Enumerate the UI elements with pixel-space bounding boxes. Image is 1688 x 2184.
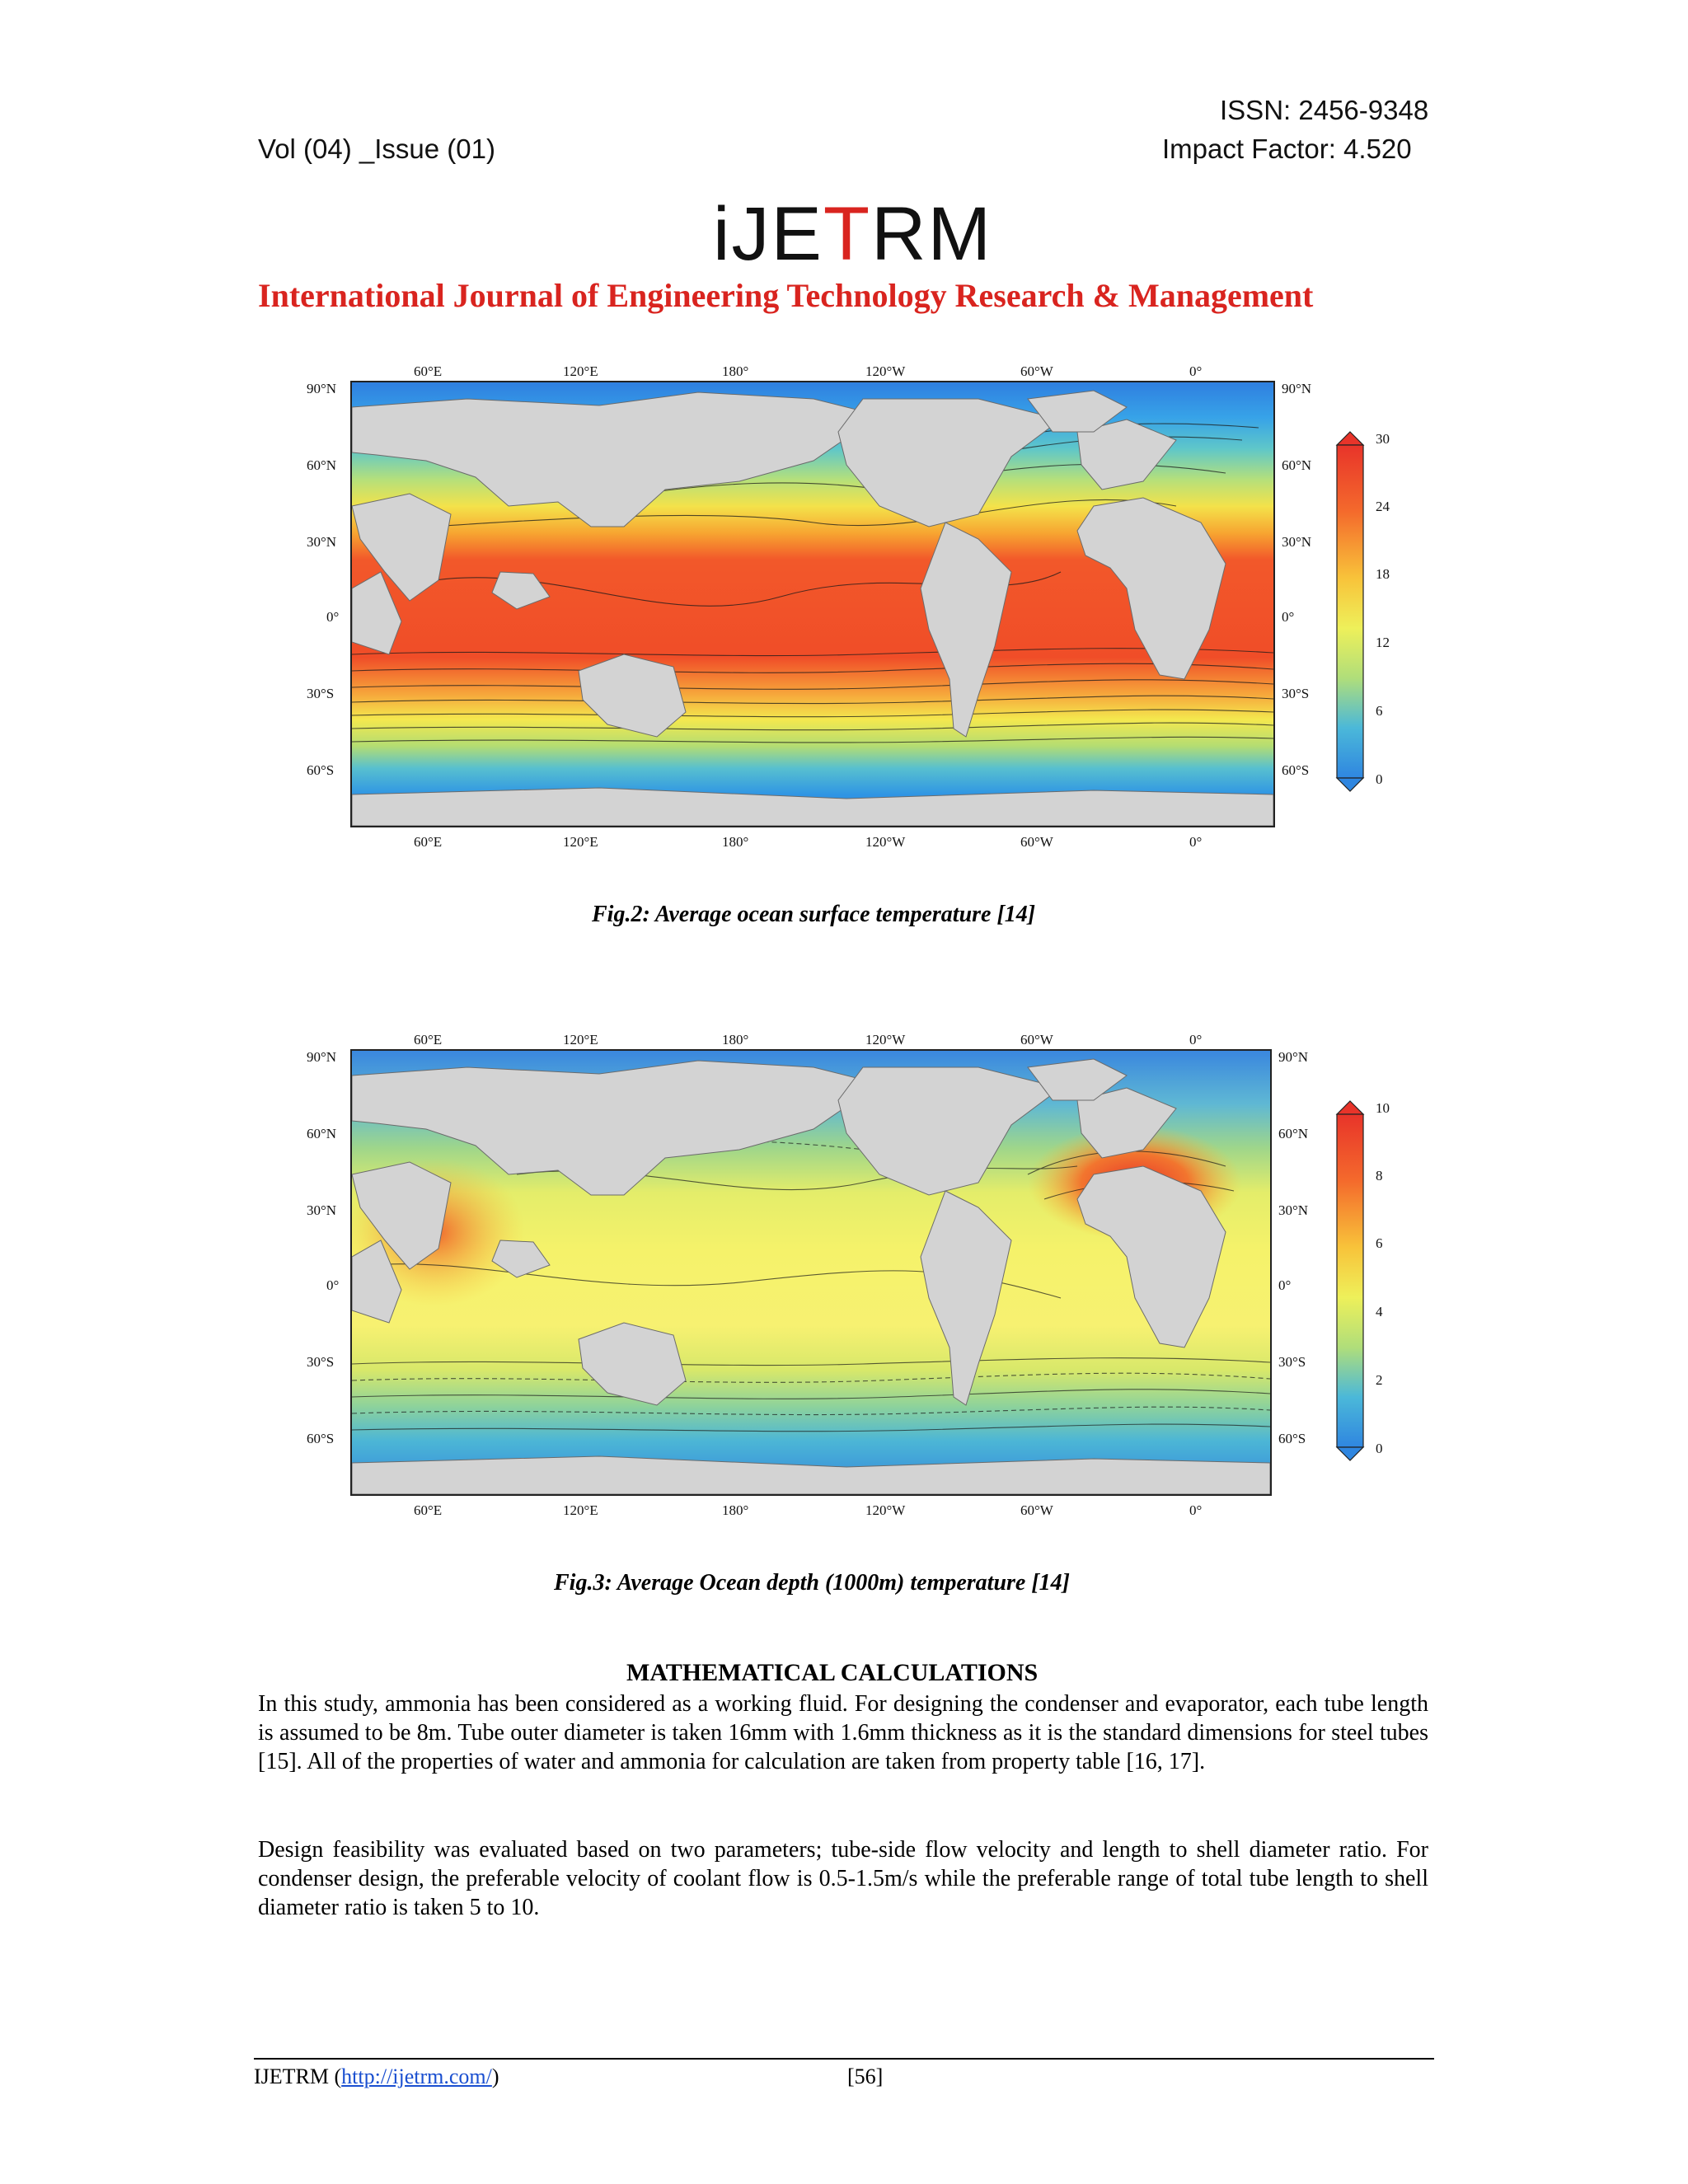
volume-issue: Vol (04) _Issue (01)	[258, 134, 495, 164]
fig3-lat-left-4: 30°S	[307, 1354, 335, 1370]
journal-title: International Journal of Engineering Technology Research & Management	[258, 277, 1314, 314]
fig2-lat-right-0: 90°N	[1282, 381, 1312, 396]
fig2-cbar-label-5: 0	[1376, 771, 1383, 787]
fig2-lon-top-0: 60°E	[414, 363, 443, 379]
paragraph-2: Design feasibility was evaluated based on two parameters; tube-side flow velocity and length to shell diameter ratio. For condenser design, the preferable velocity of coolant flow is 0.5-1.5m/s while the preferable range of total tube length to shell diameter ratio is taken 5 to 10.	[258, 1837, 1428, 1920]
fig3-cbar-label-2: 6	[1376, 1235, 1383, 1251]
fig3-cbar-label-3: 4	[1376, 1304, 1383, 1319]
fig3-lon-top-2: 180°	[722, 1032, 749, 1047]
fig2-lat-right-3: 0°	[1282, 609, 1295, 625]
fig3-lat-left-0: 90°N	[307, 1049, 337, 1065]
footer-link[interactable]: http://ijetrm.com/	[341, 2064, 492, 2088]
fig3-lat-left-5: 60°S	[307, 1431, 335, 1446]
fig2-cbar-label-3: 12	[1376, 635, 1390, 650]
fig3-lat-left-3: 0°	[326, 1277, 340, 1293]
fig3-lat-right-3: 0°	[1278, 1277, 1292, 1293]
fig2-lon-top-1: 120°E	[563, 363, 598, 379]
fig3-colorbar	[1334, 1099, 1367, 1462]
fig3-lat-left-2: 30°N	[307, 1202, 337, 1218]
fig2-lon-bottom-5: 0°	[1189, 834, 1203, 850]
fig3-lat-right-5: 60°S	[1278, 1431, 1306, 1446]
section-title: MATHEMATICAL CALCULATIONS	[626, 1659, 1039, 1686]
fig3-lon-top-4: 60°W	[1020, 1032, 1053, 1047]
fig2-cbar-label-0: 30	[1376, 431, 1390, 447]
fig3-lat-right-1: 60°N	[1278, 1126, 1309, 1141]
fig3-lon-top-1: 120°E	[563, 1032, 598, 1047]
fig2-lat-left-0: 90°N	[307, 381, 337, 396]
fig2-cbar-label-4: 6	[1376, 703, 1383, 719]
footer-rule	[254, 2058, 1434, 2060]
fig2-lat-right-5: 60°S	[1282, 762, 1310, 778]
fig2-lat-right-2: 30°N	[1282, 534, 1312, 550]
depth-temp-map-graphic	[352, 1051, 1270, 1494]
fig3-lon-top-3: 120°W	[865, 1032, 906, 1047]
footer-journal-abbr: IJETRM (	[254, 2064, 342, 2088]
fig2-lat-left-3: 0°	[326, 609, 340, 625]
logo-prefix: iJE	[713, 192, 823, 276]
fig3-cbar-label-4: 2	[1376, 1372, 1383, 1388]
fig2-lon-bottom-2: 180°	[722, 834, 749, 850]
fig2-colorbar	[1334, 430, 1367, 793]
fig2-lon-bottom-4: 60°W	[1020, 834, 1053, 850]
fig3-lon-bottom-2: 180°	[722, 1502, 749, 1518]
impact-factor: Impact Factor: 4.520	[1162, 134, 1412, 164]
fig2-lon-top-5: 0°	[1189, 363, 1203, 379]
logo-suffix: RM	[871, 192, 993, 276]
fig3-lat-right-0: 90°N	[1278, 1049, 1309, 1065]
journal-logo	[713, 191, 992, 278]
fig3-cbar-label-5: 0	[1376, 1441, 1383, 1456]
fig2-lat-right-1: 60°N	[1282, 457, 1312, 473]
footer-journal	[254, 2064, 499, 2089]
fig2-lon-bottom-0: 60°E	[414, 834, 443, 850]
paragraph-1: In this study, ammonia has been considered as a working fluid. For designing the condenser and evaporator, each tube length is assumed to be 8m. Tube outer diameter is taken 16mm with 1.6mm thickness as it is the standard dimensions for steel tubes [15]. All of the properties of water and ammonia for calculation are taken from property table [16, 17].	[258, 1691, 1428, 1774]
fig2-lat-left-1: 60°N	[307, 457, 337, 473]
fig3-lon-bottom-5: 0°	[1189, 1502, 1203, 1518]
fig2-lon-top-3: 120°W	[865, 363, 906, 379]
fig3-lon-bottom-0: 60°E	[414, 1502, 443, 1518]
fig2-lon-top-2: 180°	[722, 363, 749, 379]
fig3-lon-bottom-4: 60°W	[1020, 1502, 1053, 1518]
fig3-lat-right-4: 30°S	[1278, 1354, 1306, 1370]
depth-temp-map	[350, 1049, 1272, 1496]
fig2-lat-right-4: 30°S	[1282, 686, 1310, 701]
fig3-cbar-label-1: 8	[1376, 1168, 1383, 1183]
fig3-caption: Fig.3: Average Ocean depth (1000m) temperature [14]	[554, 1570, 1071, 1596]
fig2-lon-bottom-3: 120°W	[865, 834, 906, 850]
fig3-lon-top-0: 60°E	[414, 1032, 443, 1047]
sst-map	[350, 381, 1275, 827]
fig3-lon-bottom-1: 120°E	[563, 1502, 598, 1518]
fig2-lat-left-4: 30°S	[307, 686, 335, 701]
fig3-cbar-label-0: 10	[1376, 1100, 1390, 1116]
fig2-cbar-label-1: 24	[1376, 499, 1390, 514]
fig2-caption: Fig.2: Average ocean surface temperature [14]	[592, 902, 1036, 927]
logo-t: T	[823, 192, 872, 276]
page-number: [56]	[847, 2064, 884, 2088]
fig2-lat-left-2: 30°N	[307, 534, 337, 550]
fig2-cbar-label-2: 18	[1376, 566, 1390, 582]
fig2-lon-top-4: 60°W	[1020, 363, 1053, 379]
fig3-lon-top-5: 0°	[1189, 1032, 1203, 1047]
footer-close-paren: )	[491, 2064, 499, 2088]
fig2-lat-left-5: 60°S	[307, 762, 335, 778]
fig2-lon-bottom-1: 120°E	[563, 834, 598, 850]
issn-number: ISSN: 2456-9348	[1220, 95, 1429, 125]
fig3-lon-bottom-3: 120°W	[865, 1502, 906, 1518]
fig3-lat-right-2: 30°N	[1278, 1202, 1309, 1218]
fig3-lat-left-1: 60°N	[307, 1126, 337, 1141]
sst-map-graphic	[352, 382, 1273, 826]
